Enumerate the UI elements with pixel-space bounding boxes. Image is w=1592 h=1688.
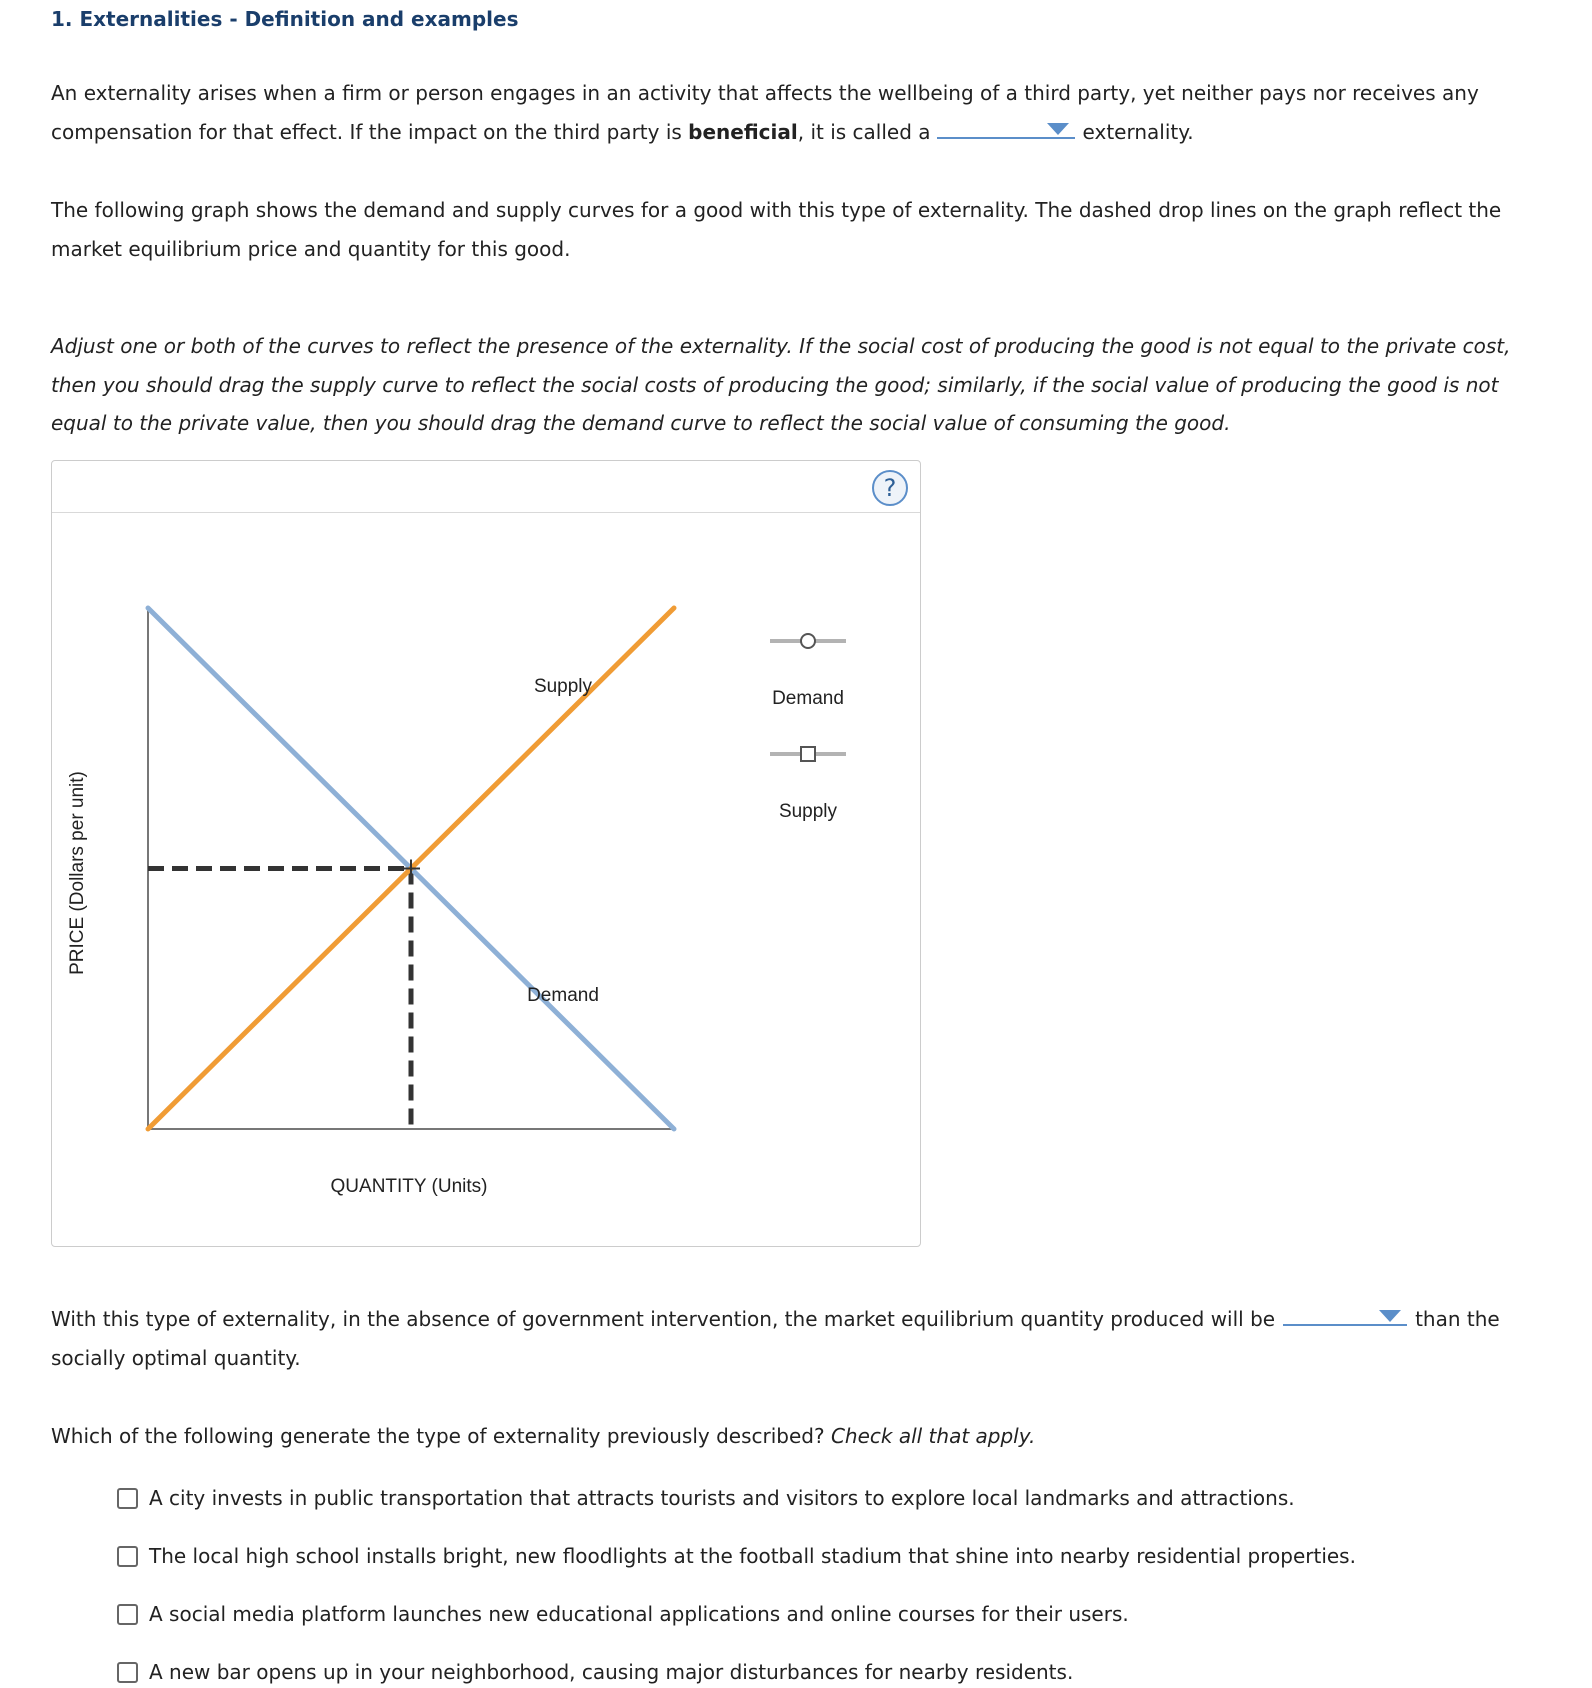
quantity-comparison-dropdown[interactable] bbox=[1283, 1302, 1407, 1326]
instructions-paragraph: Adjust one or both of the curves to reflect the presence of the externality. If the social cost of producing the good is not equal to the private cost, then you should drag the supply curve to reflect the social costs of producing the good; similarly, if the social value of producing the good is not equal to the private value, then you should drag the demand curve to reflect the social value of consuming the good. bbox=[51, 334, 1511, 435]
supply-legend-label: Supply bbox=[778, 801, 838, 822]
help-icon[interactable]: ? bbox=[872, 470, 908, 506]
demand-curve-label: Demand bbox=[527, 985, 599, 1006]
intro-text-after-bold: , it is called a bbox=[797, 119, 931, 144]
checkbox[interactable] bbox=[117, 1604, 138, 1625]
chevron-down-icon bbox=[1379, 1310, 1401, 1322]
checklist-item-label: The local high school installs bright, new floodlights at the football stadium that shine into nearby residential properties. bbox=[149, 1544, 1356, 1568]
chevron-down-icon bbox=[1047, 123, 1069, 135]
checklist-prompt bbox=[51, 1417, 1541, 1456]
graph-legend[interactable] bbox=[770, 634, 846, 822]
followup-paragraph bbox=[51, 1300, 1551, 1377]
graph-svg bbox=[52, 461, 920, 1246]
question-title: 1. Externalities - Definition and examples bbox=[51, 7, 519, 31]
intro-text: An externality arises when a firm or person engages in an activity that affects the wellbeing of a third party, yet neither pays nor receives any compensation for that effect. If the impact on the third party is bbox=[51, 81, 1479, 144]
intro-bold-word: beneficial bbox=[688, 119, 798, 144]
supply-curve-label: Supply bbox=[533, 676, 593, 697]
checklist-prompt-text: Which of the following generate the type of externality previously described? bbox=[51, 1424, 825, 1448]
graph-intro-paragraph: The following graph shows the demand and supply curves for a good with this type of externality. The dashed drop lines on the graph reflect the market equilibrium price and quantity for this good. bbox=[51, 198, 1502, 261]
followup-text-end: than the socially optimal quantity. bbox=[51, 1307, 1500, 1370]
intro-text-end: externality. bbox=[1082, 119, 1194, 144]
y-axis-label: PRICE (Dollars per unit) bbox=[67, 771, 88, 975]
checkbox[interactable] bbox=[117, 1662, 138, 1683]
demand-legend-label: Demand bbox=[772, 688, 844, 709]
x-axis-label: QUANTITY (Units) bbox=[330, 1176, 488, 1197]
checklist-prompt-italic: Check all that apply. bbox=[830, 1424, 1036, 1448]
graph-panel bbox=[51, 460, 921, 1247]
checklist-item-label: A social media platform launches new educational applications and online courses for their users. bbox=[149, 1602, 1129, 1626]
graph-labels bbox=[67, 676, 599, 1197]
checklist-item-label: A new bar opens up in your neighborhood, causing major disturbances for nearby residents. bbox=[149, 1660, 1074, 1684]
square-handle-icon[interactable] bbox=[801, 747, 815, 761]
checkbox[interactable] bbox=[117, 1546, 138, 1567]
intro-paragraph bbox=[51, 74, 1541, 151]
circle-handle-icon[interactable] bbox=[801, 634, 815, 648]
checklist-item-label: A city invests in public transportation that attracts tourists and visitors to explore local landmarks and attractions. bbox=[149, 1486, 1295, 1510]
externality-type-dropdown[interactable] bbox=[937, 115, 1075, 139]
checkbox[interactable] bbox=[117, 1488, 138, 1509]
followup-text: With this type of externality, in the absence of government intervention, the market equilibrium quantity produced will be bbox=[51, 1307, 1276, 1331]
